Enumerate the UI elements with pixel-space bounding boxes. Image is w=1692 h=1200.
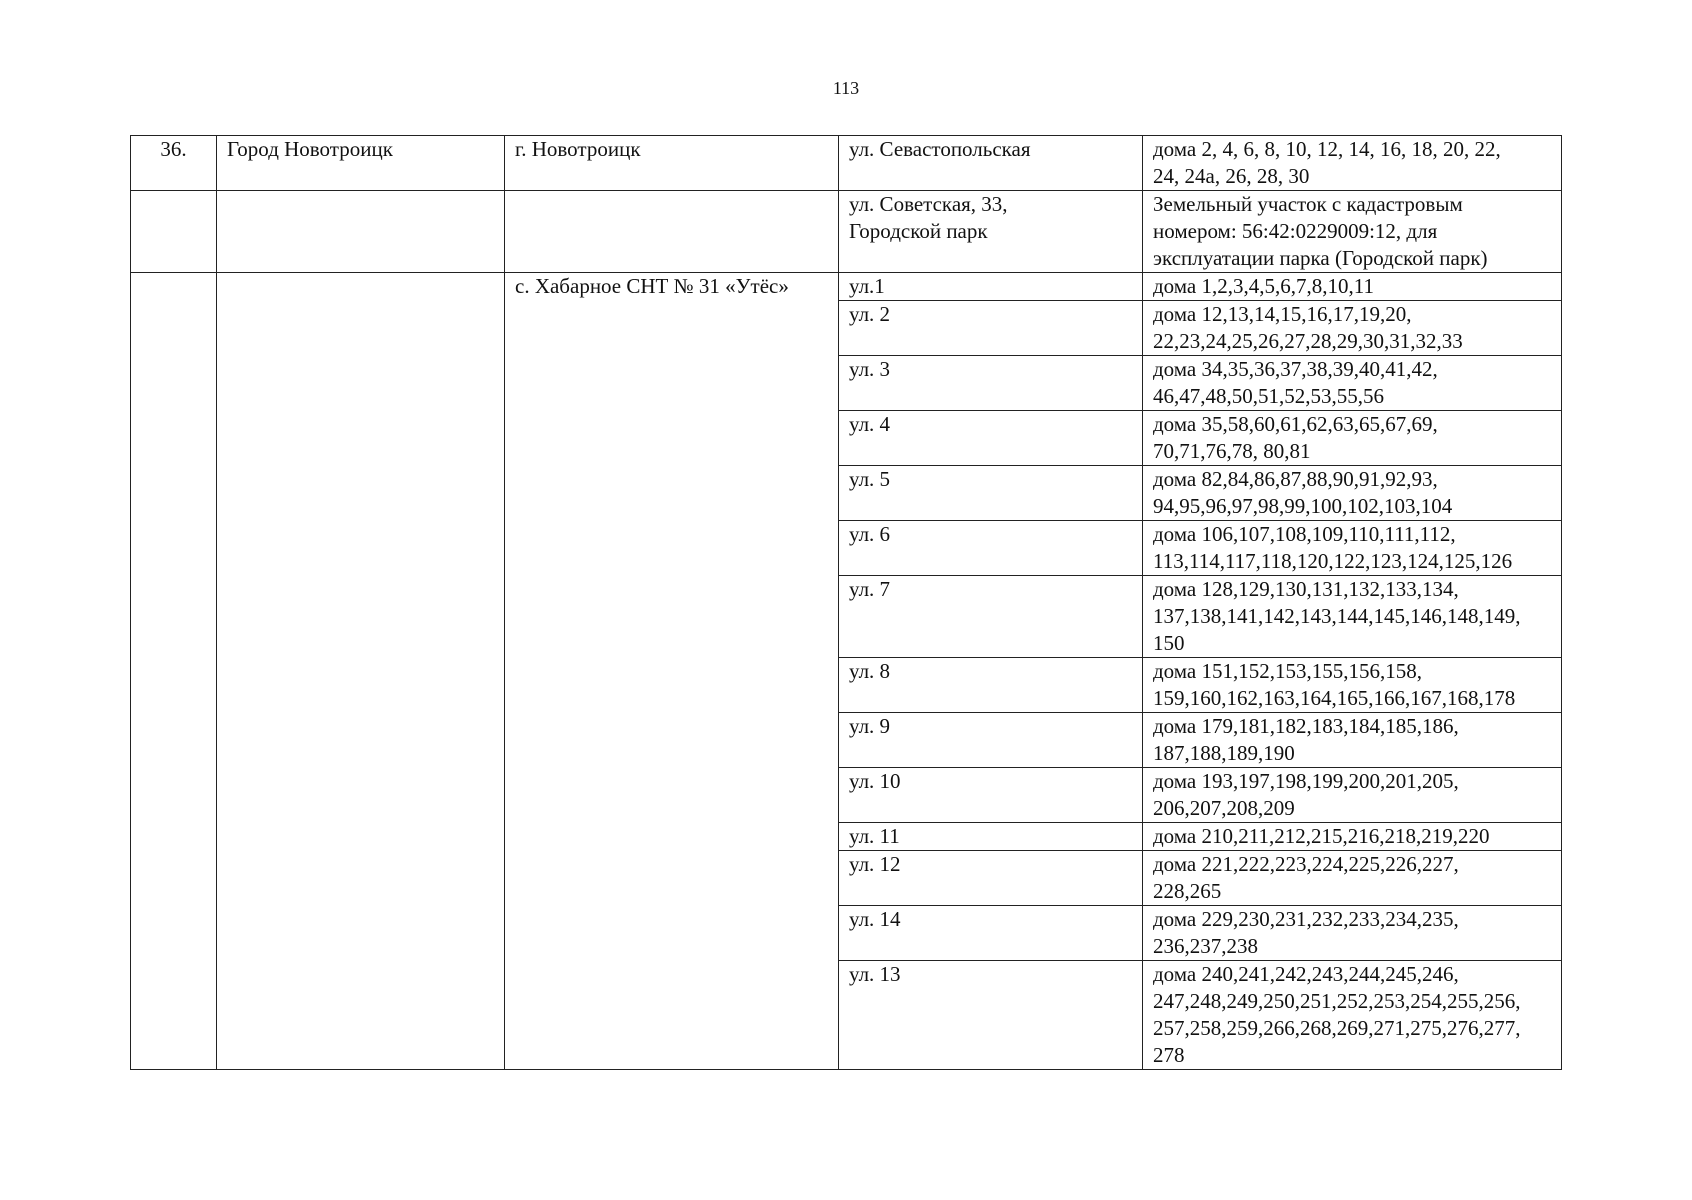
settlement-cell: с. Хабарное СНТ № 31 «Утёс» <box>505 273 839 1070</box>
table-row <box>131 191 1562 273</box>
street-cell: ул. 12 <box>839 851 1143 906</box>
address-table <box>130 135 1562 1070</box>
houses-cell: дома 34,35,36,37,38,39,40,41,42, 46,47,48,50,51,52,53,55,56 <box>1143 356 1562 411</box>
street-cell: ул. 4 <box>839 411 1143 466</box>
houses-cell: дома 12,13,14,15,16,17,19,20, 22,23,24,25,26,27,28,29,30,31,32,33 <box>1143 301 1562 356</box>
houses-cell: дома 128,129,130,131,132,133,134, 137,138,141,142,143,144,145,146,148,149, 150 <box>1143 576 1562 658</box>
houses-cell: дома 2, 4, 6, 8, 10, 12, 14, 16, 18, 20, 22, 24, 24а, 26, 28, 30 <box>1143 136 1562 191</box>
street-cell: ул. 8 <box>839 658 1143 713</box>
houses-cell: дома 240,241,242,243,244,245,246, 247,248,249,250,251,252,253,254,255,256, 257,258,259,266,268,269,271,275,276,277, 278 <box>1143 961 1562 1070</box>
street-cell: ул. 13 <box>839 961 1143 1070</box>
houses-cell: дома 229,230,231,232,233,234,235, 236,237,238 <box>1143 906 1562 961</box>
empty-cell <box>217 273 505 1070</box>
houses-cell: дома 210,211,212,215,216,218,219,220 <box>1143 823 1562 851</box>
street-cell: ул. 5 <box>839 466 1143 521</box>
table-row <box>131 136 1562 191</box>
houses-cell: дома 106,107,108,109,110,111,112, 113,114,117,118,120,122,123,124,125,126 <box>1143 521 1562 576</box>
empty-cell <box>131 191 217 273</box>
street-cell: ул. 10 <box>839 768 1143 823</box>
houses-cell: дома 193,197,198,199,200,201,205, 206,207,208,209 <box>1143 768 1562 823</box>
houses-cell: дома 82,84,86,87,88,90,91,92,93, 94,95,96,97,98,99,100,102,103,104 <box>1143 466 1562 521</box>
settlement-cell: г. Новотроицк <box>505 136 839 191</box>
row-number: 36. <box>131 136 217 191</box>
street-cell: ул. Советская, 33, Городской парк <box>839 191 1143 273</box>
street-cell: ул. 2 <box>839 301 1143 356</box>
street-cell: ул. 9 <box>839 713 1143 768</box>
street-cell: ул. 6 <box>839 521 1143 576</box>
street-cell: ул. 14 <box>839 906 1143 961</box>
street-cell: ул.1 <box>839 273 1143 301</box>
empty-cell <box>505 191 839 273</box>
houses-cell: дома 151,152,153,155,156,158, 159,160,162,163,164,165,166,167,168,178 <box>1143 658 1562 713</box>
street-cell: ул. Севастопольская <box>839 136 1143 191</box>
street-cell: ул. 11 <box>839 823 1143 851</box>
empty-cell <box>217 191 505 273</box>
street-cell: ул. 3 <box>839 356 1143 411</box>
houses-cell: дома 35,58,60,61,62,63,65,67,69, 70,71,76,78, 80,81 <box>1143 411 1562 466</box>
municipality-cell: Город Новотроицк <box>217 136 505 191</box>
page-number: 113 <box>832 78 860 98</box>
houses-cell: дома 1,2,3,4,5,6,7,8,10,11 <box>1143 273 1562 301</box>
houses-cell: дома 179,181,182,183,184,185,186, 187,188,189,190 <box>1143 713 1562 768</box>
empty-cell <box>131 273 217 1070</box>
houses-cell: дома 221,222,223,224,225,226,227, 228,265 <box>1143 851 1562 906</box>
houses-cell: Земельный участок с кадастровым номером: 56:42:0229009:12, для эксплуатации парка (Городской парк) <box>1143 191 1562 273</box>
street-cell: ул. 7 <box>839 576 1143 658</box>
table-row <box>131 273 1562 301</box>
